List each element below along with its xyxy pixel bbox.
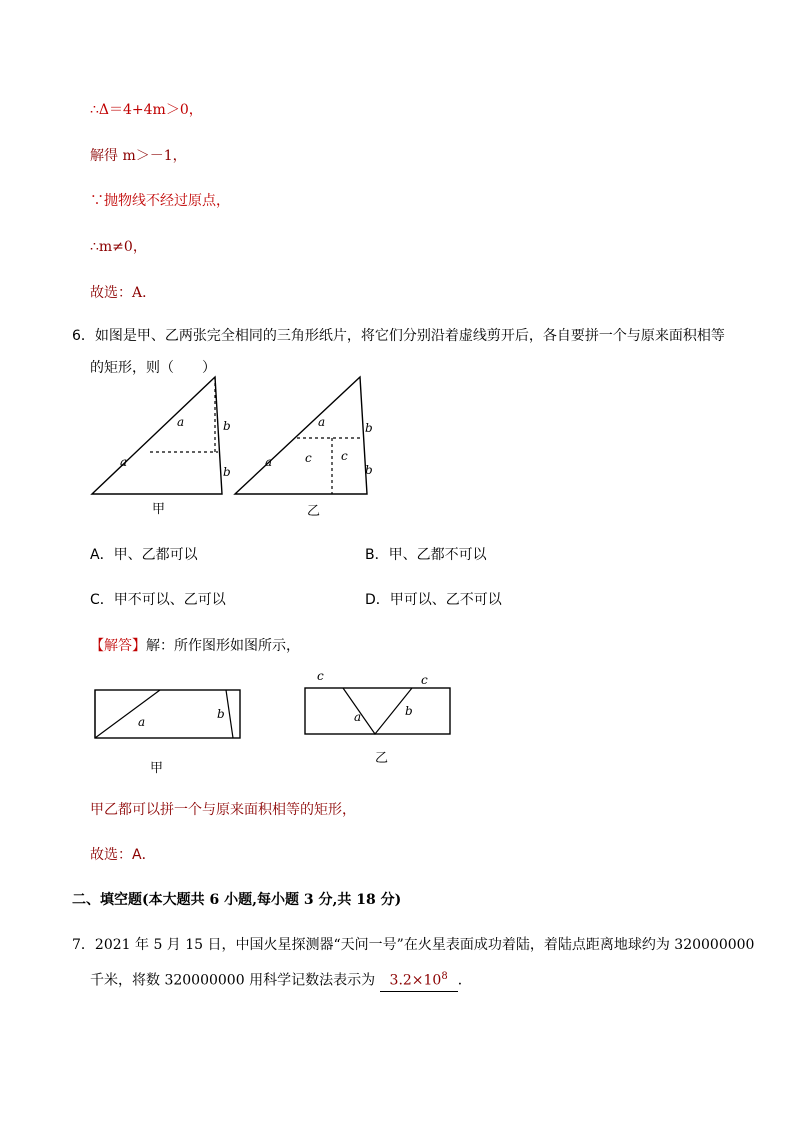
q6-stem-line1 [72,326,725,346]
q6-conclusion: 甲乙都可以拼一个与原来面积相等的矩形， [90,802,356,818]
label-a-jia-2: a [138,715,146,729]
q7-text2: 千米，将数 320000000 用科学记数法表示为 [90,972,376,989]
label-b-yi-2: b [405,704,413,718]
label-a-left-jia: a [120,455,128,469]
label-b-bottom-yi: b [365,463,373,477]
q6-figure-triangles [85,372,385,519]
section2-title: 二、填空题(本大题共 6 小题,每小题 3 分,共 18 分) [72,892,402,908]
triangle-jia [92,377,222,494]
prev-step-1: ∴Δ＝4+4m＞0， [90,102,203,118]
q6-stem-text1: 如图是甲、乙两张完全相同的三角形纸片，将它们分别沿着虚线剪开后，各自要拼一个与原来面积相等 [94,328,725,344]
q6-solution-figure [90,668,470,778]
caption-jia-1: 甲 [152,502,166,517]
solution-tag: 【解答】 [90,638,146,654]
label-c-right-yi-2: c [421,673,428,687]
q6-option-d[interactable]: D．甲可以、乙不可以 [365,592,502,608]
label-a-left-yi: a [265,455,273,469]
prev-choice: 故选：A． [90,285,157,301]
label-a-top-jia: a [177,415,185,429]
prev-step-2: 解得 m＞－1， [90,148,187,164]
caption-yi-2: 乙 [375,751,389,766]
q6-solution-line [90,636,300,656]
q6-choice: 故选：A． [90,847,156,863]
label-c1-yi: c [305,451,312,465]
rect-yi [305,688,450,734]
cut-line-b-jia [226,690,233,738]
triangle-yi [235,377,367,494]
caption-jia-2: 甲 [150,761,164,776]
label-c2-yi: c [341,449,348,463]
caption-yi-1: 乙 [307,504,321,519]
label-c-left-yi-2: c [317,669,324,683]
q6-option-c[interactable]: C．甲不可以、乙可以 [90,592,226,608]
label-b-top-yi: b [365,421,373,435]
q7-period: ． [457,972,472,989]
q7-text1: 2021 年 5 月 15 日，中国火星探测器“天问一号”在火星表面成功着陆，着陆点距离地球约为 320000000 [94,937,755,953]
label-b-top-jia: b [223,419,231,433]
label-a-yi-2: a [354,710,362,724]
label-a-top-yi: a [318,415,326,429]
label-b-bottom-jia: b [223,465,231,479]
q6-option-a[interactable]: A．甲、乙都可以 [90,547,198,563]
q7-number: 7． [72,937,95,953]
label-b-jia-2: b [217,707,225,721]
prev-step-4: ∴m≠0， [90,239,147,255]
q7-answer-blank[interactable] [380,967,458,992]
q6-stem-line2: 的矩形，则（ ） [90,360,216,376]
q7-line2 [90,967,472,992]
q7-answer-exp: 8 [441,971,448,982]
cut-line-a-jia [95,690,160,738]
q7-line1 [72,935,754,955]
q7-answer-base: 3.2×10 [389,972,442,989]
q6-number: 6． [72,328,95,344]
prev-step-3: ∵抛物线不经过原点， [90,193,230,209]
q6-option-b[interactable]: B．甲、乙都不可以 [365,547,487,563]
solution-text: 解：所作图形如图所示， [146,638,300,654]
